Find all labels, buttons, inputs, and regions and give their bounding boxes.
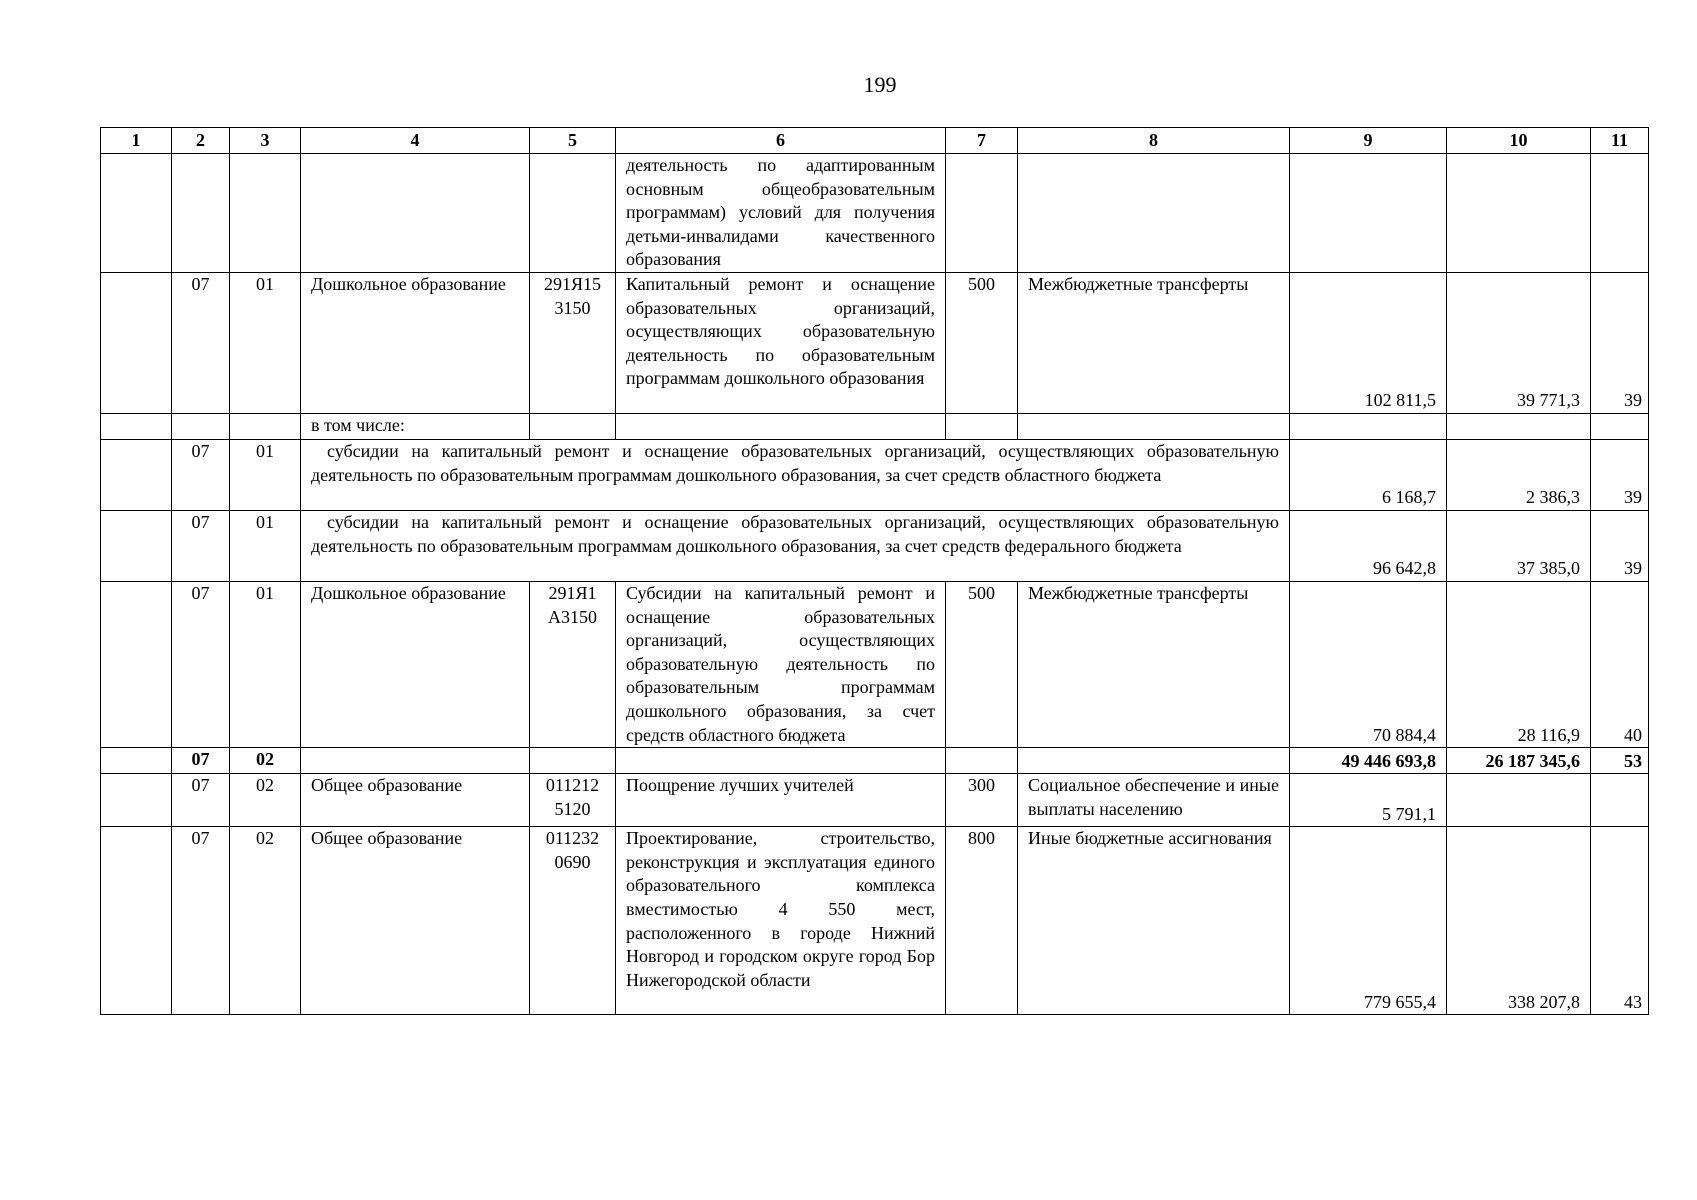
cell-expense-name: Межбюджетные трансферты [1018, 272, 1290, 413]
cell-code: 011232 0690 [530, 827, 616, 1015]
cell-empty [101, 827, 172, 1015]
cell-amount-9: 102 811,5 [1290, 272, 1447, 413]
cell-amount-9: 96 642,8 [1290, 510, 1447, 581]
cell-amount-9: 779 655,4 [1290, 827, 1447, 1015]
cell-empty [1591, 774, 1649, 827]
cell-amount-10: 39 771,3 [1447, 272, 1591, 413]
cell-empty [1018, 413, 1290, 439]
cell-section: 07 [172, 581, 230, 747]
cell-amount-10: 338 207,8 [1447, 827, 1591, 1015]
cell-empty [1018, 748, 1290, 774]
cell-empty [1447, 413, 1591, 439]
col-header-5: 5 [530, 128, 616, 154]
col-header-11: 11 [1591, 128, 1649, 154]
cell-description: Капитальный ремонт и оснащение образовательных организаций, осуществляющих образовательную деятельность по образовательным программам дошкольного образования [616, 272, 946, 413]
cell-subsection: 02 [230, 774, 301, 827]
cell-empty [1290, 413, 1447, 439]
cell-empty [946, 748, 1018, 774]
cell-section: 07 [172, 272, 230, 413]
table-row-subtotal [101, 748, 1649, 774]
cell-subsection: 01 [230, 510, 301, 581]
cell-empty [172, 413, 230, 439]
table-row [101, 154, 1649, 273]
cell-subsection: 01 [230, 272, 301, 413]
table-row [101, 272, 1649, 413]
cell-empty [101, 774, 172, 827]
cell-code: 291Я15 3150 [530, 272, 616, 413]
cell-percent: 39 [1591, 510, 1649, 581]
col-header-7: 7 [946, 128, 1018, 154]
budget-table [100, 127, 1649, 1015]
cell-empty [301, 748, 530, 774]
col-header-3: 3 [230, 128, 301, 154]
cell-empty [530, 154, 616, 273]
cell-percent: 40 [1591, 581, 1649, 747]
cell-empty [101, 748, 172, 774]
cell-amount-9: 49 446 693,8 [1290, 748, 1447, 774]
col-header-6: 6 [616, 128, 946, 154]
col-header-8: 8 [1018, 128, 1290, 154]
cell-expense-type: 800 [946, 827, 1018, 1015]
cell-subsidy-description [301, 510, 1290, 581]
cell-name: Дошкольное образование [301, 581, 530, 747]
cell-section: 07 [172, 510, 230, 581]
cell-section: 07 [172, 774, 230, 827]
cell-expense-type: 500 [946, 581, 1018, 747]
col-header-1: 1 [101, 128, 172, 154]
table-row [101, 774, 1649, 827]
cell-empty [946, 413, 1018, 439]
cell-empty [1447, 774, 1591, 827]
subsidy-text: субсидии на капитальный ремонт и оснащение образовательных организаций, осуществляющих образовательную деятельность по образовательным программам дошкольного образования, за счет средств областного бюджета [311, 440, 1279, 485]
cell-description: Проектирование, строительство, реконструкция и эксплуатация единого образовательного комплекса вместимостью 4 550 мест, расположенного в городе Нижний Новгород и городском округе город Бор Нижегородской области [616, 827, 946, 1015]
cell-empty [230, 154, 301, 273]
cell-amount-10: 37 385,0 [1447, 510, 1591, 581]
cell-empty [101, 510, 172, 581]
cell-empty [101, 581, 172, 747]
cell-description: деятельность по адаптированным основным общеобразовательным программам) условий для получения детьми-инвалидами качественного образования [616, 154, 946, 273]
col-header-10: 10 [1447, 128, 1591, 154]
cell-empty [616, 413, 946, 439]
cell-empty [301, 154, 530, 273]
col-header-9: 9 [1290, 128, 1447, 154]
cell-expense-name: Межбюджетные трансферты [1018, 581, 1290, 747]
cell-section: 07 [172, 439, 230, 510]
cell-empty [1447, 154, 1591, 273]
cell-name: Дошкольное образование [301, 272, 530, 413]
page-number: 199 [863, 72, 897, 97]
cell-name: в том числе: [301, 413, 530, 439]
col-header-2: 2 [172, 128, 230, 154]
cell-name: Общее образование [301, 774, 530, 827]
subsidy-text: субсидии на капитальный ремонт и оснащение образовательных организаций, осуществляющих образовательную деятельность по образовательным программам дошкольного образования, за счет средств федерального бюджета [311, 511, 1279, 556]
cell-expense-type: 500 [946, 272, 1018, 413]
table-row [101, 510, 1649, 581]
cell-expense-name: Иные бюджетные ассигнования [1018, 827, 1290, 1015]
cell-description: Субсидии на капитальный ремонт и оснащение образовательных организаций, осуществляющих образовательную деятельность по образовательным программам дошкольного образования, за счет средств областного бюджета [616, 581, 946, 747]
cell-empty [101, 272, 172, 413]
col-header-4: 4 [301, 128, 530, 154]
cell-code: 291Я1 А3150 [530, 581, 616, 747]
cell-subsection: 02 [230, 827, 301, 1015]
cell-subsidy-description [301, 439, 1290, 510]
cell-expense-type: 300 [946, 774, 1018, 827]
cell-empty [1290, 154, 1447, 273]
cell-empty [172, 154, 230, 273]
cell-amount-9: 6 168,7 [1290, 439, 1447, 510]
header-row [101, 128, 1649, 154]
cell-section: 07 [172, 827, 230, 1015]
cell-amount-10: 28 116,9 [1447, 581, 1591, 747]
table-row [101, 439, 1649, 510]
cell-amount-9: 70 884,4 [1290, 581, 1447, 747]
cell-percent: 39 [1591, 272, 1649, 413]
cell-percent: 43 [1591, 827, 1649, 1015]
cell-empty [530, 413, 616, 439]
table-row [101, 413, 1649, 439]
cell-empty [616, 748, 946, 774]
cell-amount-10: 2 386,3 [1447, 439, 1591, 510]
cell-empty [946, 154, 1018, 273]
cell-empty [1591, 154, 1649, 273]
cell-code: 011212 5120 [530, 774, 616, 827]
cell-empty [101, 413, 172, 439]
cell-empty [1018, 154, 1290, 273]
cell-empty [101, 439, 172, 510]
cell-name: Общее образование [301, 827, 530, 1015]
cell-subsection: 02 [230, 748, 301, 774]
cell-section: 07 [172, 748, 230, 774]
cell-percent: 53 [1591, 748, 1649, 774]
cell-expense-name: Социальное обеспечение и иные выплаты населению [1018, 774, 1290, 827]
table-row [101, 581, 1649, 747]
cell-description: Поощрение лучших учителей [616, 774, 946, 827]
cell-empty [230, 413, 301, 439]
cell-empty [1591, 413, 1649, 439]
table-row [101, 827, 1649, 1015]
cell-subsection: 01 [230, 581, 301, 747]
cell-subsection: 01 [230, 439, 301, 510]
cell-amount-10: 26 187 345,6 [1447, 748, 1591, 774]
cell-percent: 39 [1591, 439, 1649, 510]
cell-empty [101, 154, 172, 273]
cell-empty [530, 748, 616, 774]
cell-amount-9: 5 791,1 [1290, 774, 1447, 827]
